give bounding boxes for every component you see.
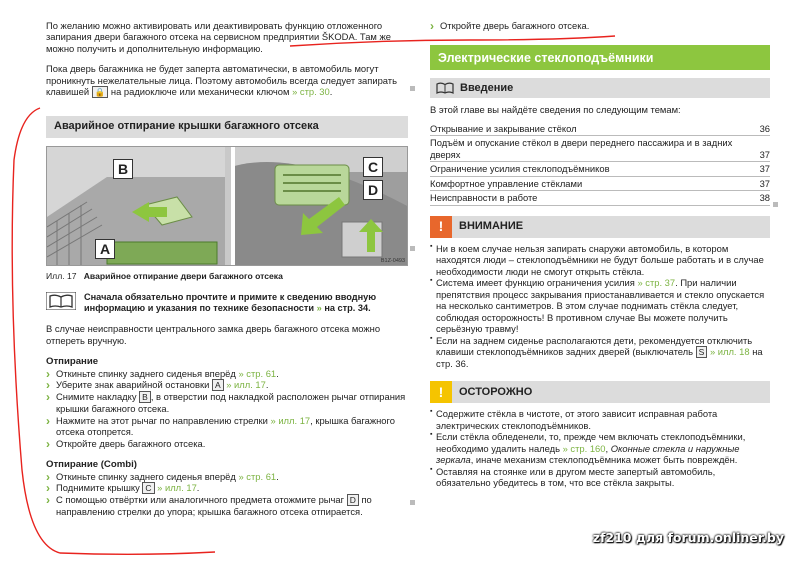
toc-row[interactable]: Подъём и опускание стёкол в двери переднего пассажира и в задних дверях 37 <box>430 136 770 162</box>
end-marker <box>410 86 415 91</box>
warning-item: ▪ Система имеет функцию ограничения усилия » стр. 37. При наличии препятствия процесс закрывания приостанавливается и стекло опускается на несколько сантиметров. В этом случае поднимать стёкла следует, соблюдая осторожность! В противном случае Вы можете получить серьёзную травму! <box>430 277 770 334</box>
toc-row[interactable]: Комфортное управление стёклами 37 <box>430 177 770 191</box>
fault-paragraph: В случае неисправности центрального замка дверь багажного отсека можно отпереть вручную. <box>46 323 381 346</box>
warning-item: ▪ Если на заднем сиденье располагаются дети, рекомендуется отключить клавиши стеклоподъёмников задних дверей (выключатель S » илл. 18 на стр. 36. <box>430 335 770 370</box>
toc-row[interactable]: Открывание и закрывание стёкол 36 <box>430 122 770 136</box>
list-item: › Нажмите на этот рычаг по направлению стрелки » илл. 17, крышка багажного отсека отопрется. <box>46 415 408 438</box>
right-column <box>430 20 770 489</box>
safety-link[interactable]: » <box>316 303 322 314</box>
caution-icon: ! <box>430 381 452 403</box>
caution-item: ▪ Если стёкла обледенели, то, прежде чем включать стеклоподъёмники, необходимо удалить наледь » стр. 160, Оконные стекла и наружные зеркала, иначе механизм стеклоподъёмника может быть повреждён. <box>430 431 770 465</box>
book-icon <box>46 292 76 310</box>
label-a: A <box>95 239 115 259</box>
combi-steps <box>46 471 408 518</box>
figure-code: B1Z-0493 <box>380 257 405 264</box>
list-item: › Откройте дверь багажного отсека. <box>430 20 770 31</box>
warning-body <box>430 243 770 370</box>
caution-body <box>430 408 770 488</box>
label-c: C <box>363 157 383 177</box>
unlock-steps <box>46 368 408 449</box>
warning-item: ▪ Ни в коем случае нельзя запирать снаружи автомобиль, в котором находятся люди – стеклоподъёмники не будут больше работать и в случае необходимости люди не смогут открыть стёкла. <box>430 243 770 277</box>
label-b: B <box>113 159 133 179</box>
end-marker <box>410 246 415 251</box>
figure-caption: Илл. 17 Аварийное отпирание двери багажного отсека <box>46 271 283 282</box>
read-first-notice: Сначала обязательно прочтите и примите к сведению вводную информацию и указания по технике безопасности » на стр. 34. <box>46 292 408 314</box>
trunk-illustration <box>46 146 408 266</box>
intro-paragraph: По желанию можно активировать или деактивировать функцию отложенного запирания двери багажного отсека на сервисном предприятии ŠKODA. Там же можно получить и дополнительную информацию. <box>46 20 391 54</box>
toc-row[interactable]: Неисправности в работе 38 <box>430 191 770 205</box>
list-item: › Откройте дверь багажного отсека. <box>46 438 408 449</box>
caution-header: ! ОСТОРОЖНО <box>430 381 770 403</box>
end-marker <box>410 500 415 505</box>
watermark: zf210 для forum.onliner.by <box>592 529 784 545</box>
toc-list <box>430 122 770 206</box>
list-item: › Поднимите крышку C » илл. 17. <box>46 482 408 494</box>
list-item: › Откиньте спинку заднего сиденья вперёд » стр. 61. <box>46 368 408 379</box>
page-link[interactable]: » стр. 30 <box>292 86 330 98</box>
list-item: › Уберите знак аварийной остановки A » илл. 17. <box>46 379 408 391</box>
left-column <box>46 20 408 518</box>
combi-heading: Отпирание (Combi) <box>46 459 137 471</box>
warning-icon: ! <box>430 216 452 238</box>
book-icon <box>436 82 454 94</box>
intro-text: В этой главе вы найдёте сведения по следующим темам: <box>430 104 681 116</box>
list-item: › Снимите накладку B , в отверстии под накладкой расположен рычаг отпирания крышки багажного отсека. <box>46 391 408 414</box>
intro-header: Введение <box>430 78 770 98</box>
caution-item: ▪ Содержите стёкла в чистоте, от этого зависит исправная работа электрических стеклоподъёмников. <box>430 408 770 431</box>
chapter-title: Электрические стеклоподъёмники <box>430 45 770 70</box>
list-item: › С помощью отвёртки или аналогичного предмета отожмите рычаг D по направлению стрелки до упора; крышка багажного отсека отпирается. <box>46 494 408 517</box>
warning-header: ! ВНИМАНИЕ <box>430 216 770 238</box>
section-title: Аварийное отпирание крышки багажного отсека <box>46 116 408 138</box>
end-marker <box>773 202 778 207</box>
label-d: D <box>363 180 383 200</box>
caution-item: ▪ Оставляя на стоянке или в другом месте запертый автомобиль, обязательно убедитесь в том, что все стёкла закрыты. <box>430 466 770 489</box>
toc-row[interactable]: Ограничение усилия стеклоподъёмников 37 <box>430 162 770 176</box>
unlock-heading: Отпирание <box>46 356 99 368</box>
lock-key-icon: 🔒 <box>92 86 109 98</box>
lock-paragraph: Пока дверь багажника не будет заперта автоматически, в автомобиль могут проникнуть нежелательные лица. Поэтому автомобиль всегда следует запирать клавишей 🔒 на радиоключе или механически ключом » стр. 30. <box>46 63 397 98</box>
list-item: › Откиньте спинку заднего сиденья вперёд » стр. 61. <box>46 471 408 482</box>
